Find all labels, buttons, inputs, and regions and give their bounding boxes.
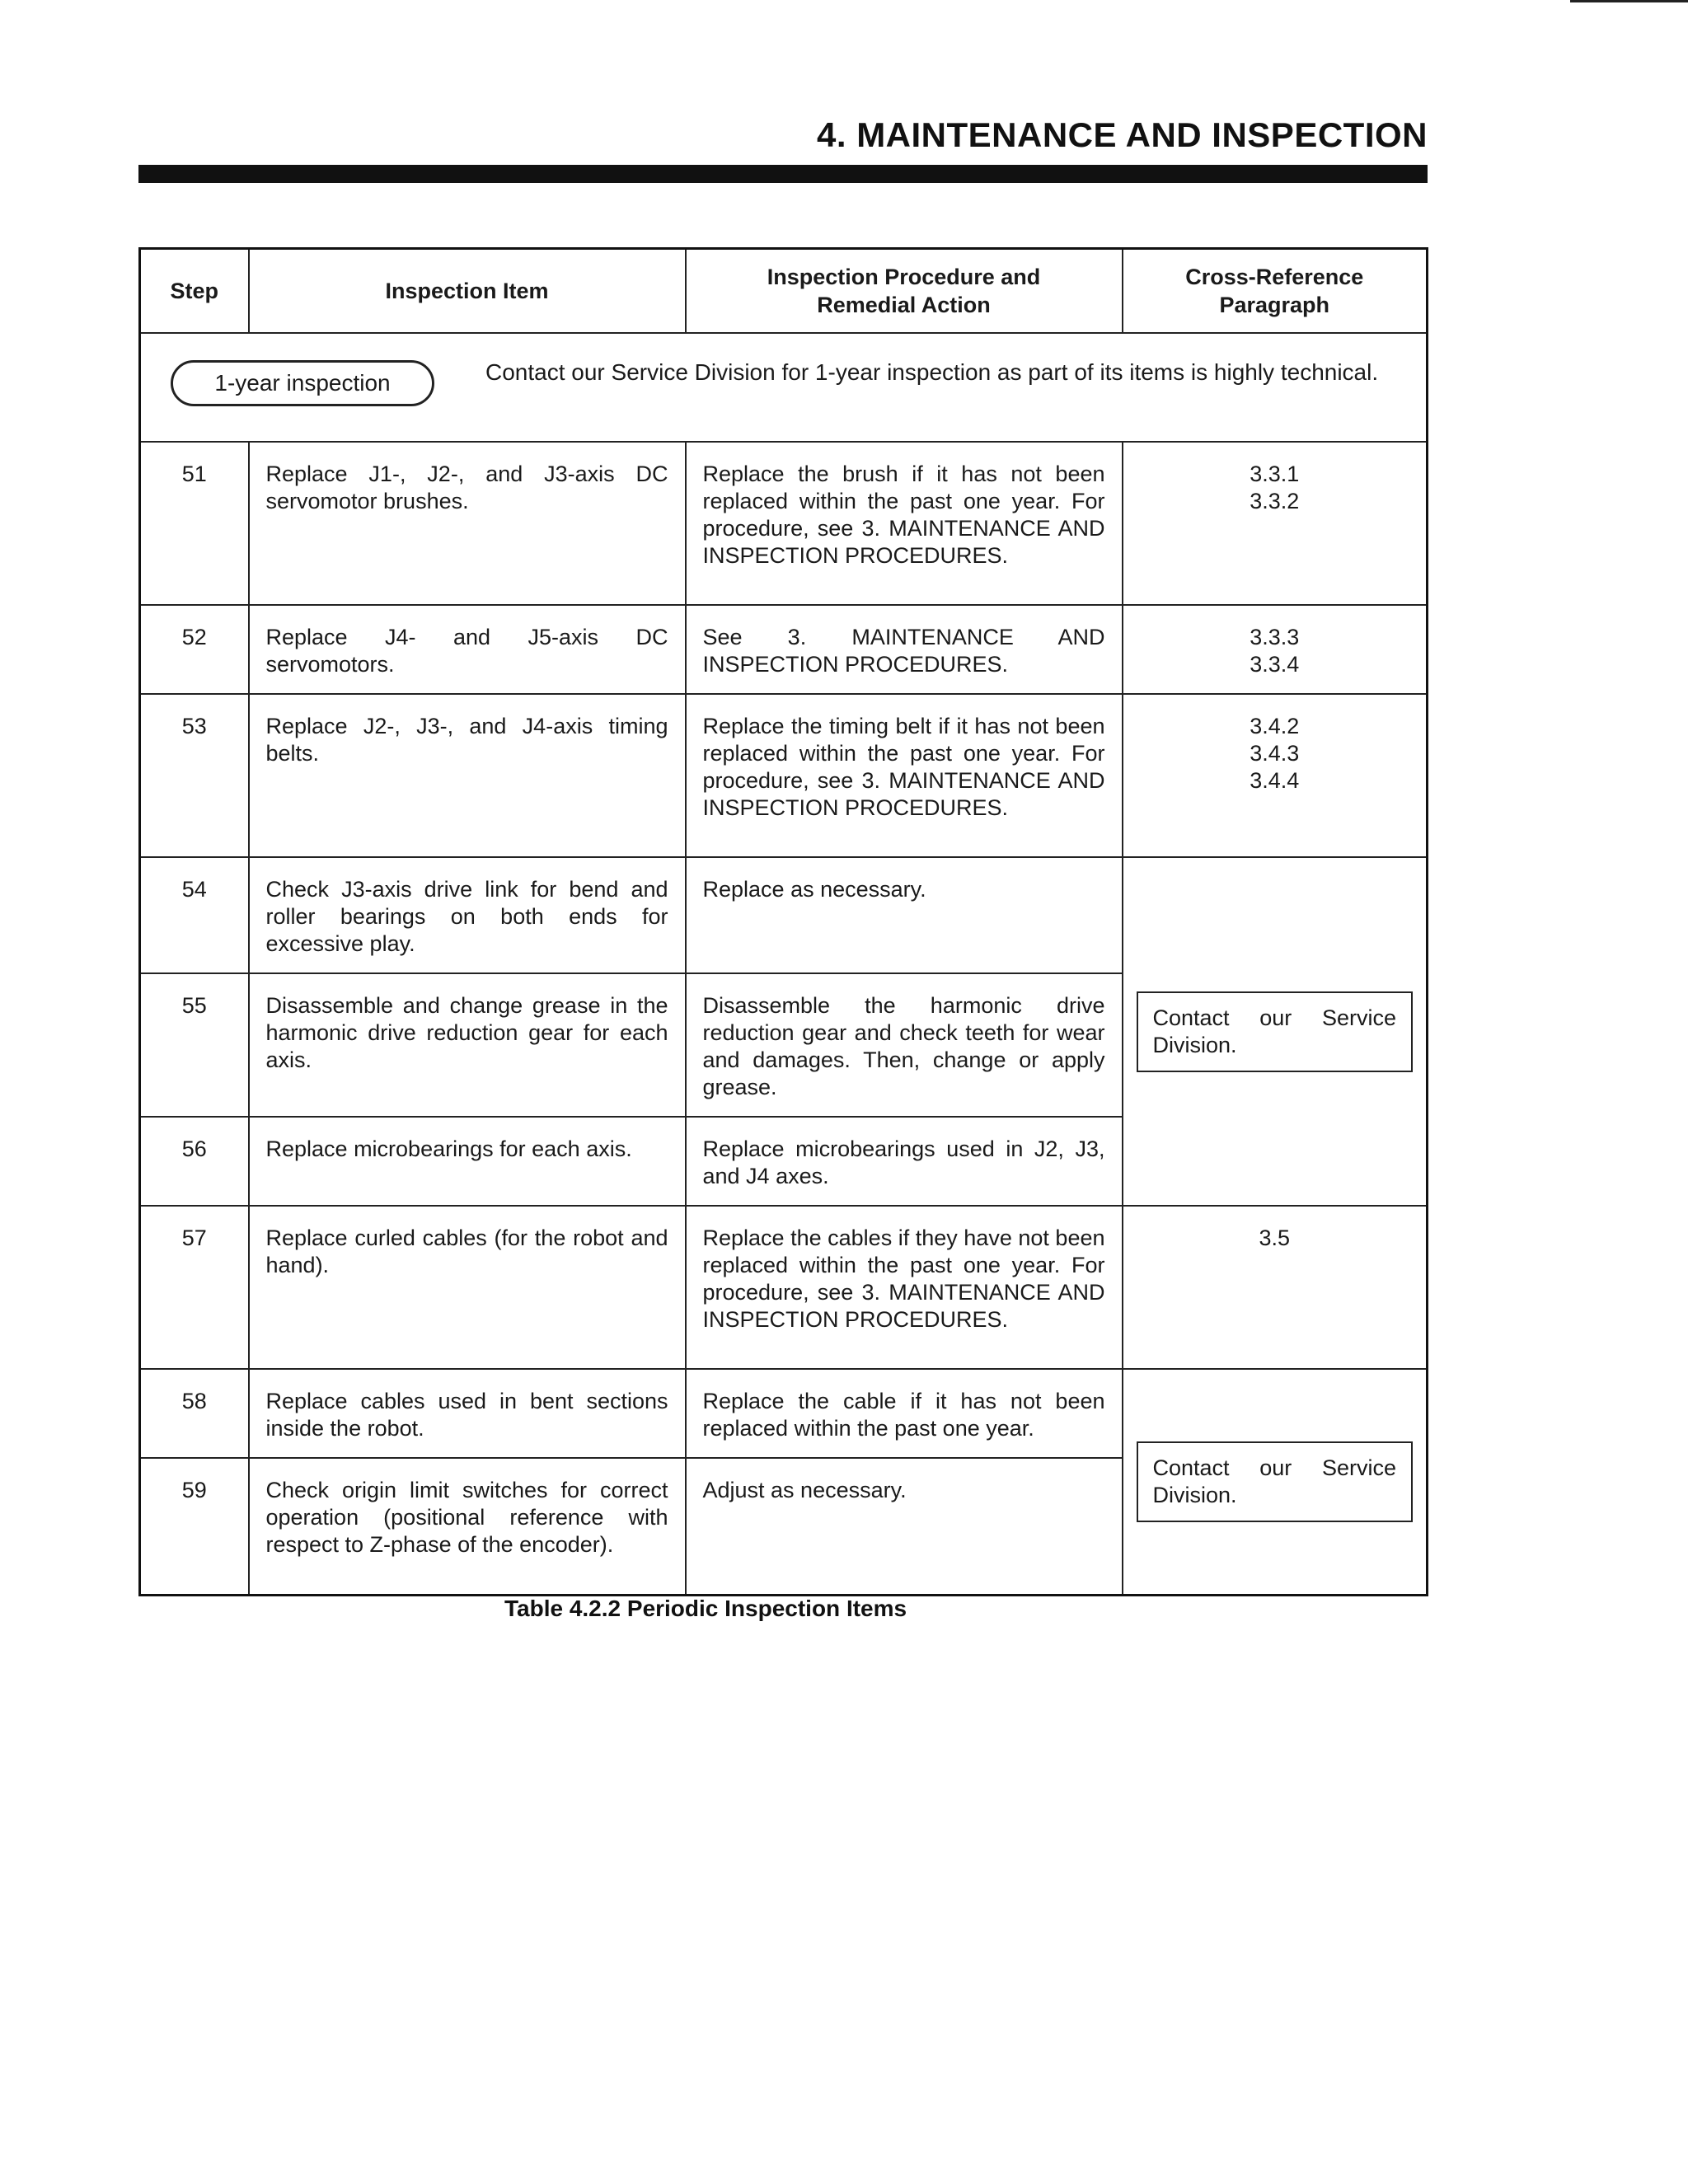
procedure-text: Replace the cables if they have not been replaced within the past one year. For procedure, see 3. MAINTENANCE AND INSPECTION PROCEDURES. xyxy=(702,1226,1105,1332)
reference-value: 3.4.3 xyxy=(1250,741,1300,766)
contact-service-box: Contact our Service Division. xyxy=(1137,1441,1414,1522)
procedure-text: Replace the timing belt if it has not been replaced within the past one year. For procedure, see 3. MAINTENANCE AND INSPECTION PROCEDURES. xyxy=(702,714,1105,820)
reference-value: 3.3.1 xyxy=(1250,462,1300,486)
reference-value: 3.3.3 xyxy=(1250,625,1300,649)
table-row xyxy=(140,694,1428,857)
inspection-item: Check origin limit switches for correct operation (positional reference with respect to Z-phase of the encoder). xyxy=(265,1478,668,1557)
reference-value: 3.3.4 xyxy=(1250,652,1300,677)
inspection-item: Check J3-axis drive link for bend and roller bearings on both ends for excessive play. xyxy=(265,877,668,956)
step-number: 52 xyxy=(140,605,249,694)
table-row xyxy=(140,442,1428,605)
step-number: 53 xyxy=(140,694,249,857)
one-year-inspection-badge: 1-year inspection xyxy=(171,360,434,406)
section-title: 4. MAINTENANCE AND INSPECTION xyxy=(817,115,1428,154)
column-header-step: Step xyxy=(140,249,249,334)
table-row xyxy=(140,857,1428,973)
procedure-text: Replace the cable if it has not been replaced within the past one year. xyxy=(702,1389,1105,1441)
page-corner-mark xyxy=(1570,0,1688,2)
inspection-item: Replace J1-, J2-, and J3-axis DC servomotor brushes. xyxy=(265,462,668,513)
inspection-item: Replace microbearings for each axis. xyxy=(265,1137,632,1161)
reference-value: 3.4.4 xyxy=(1250,768,1300,793)
cross-reference xyxy=(1123,442,1428,605)
table-row xyxy=(140,1206,1428,1369)
step-number: 57 xyxy=(140,1206,249,1369)
step-number: 54 xyxy=(140,857,249,973)
one-year-note-row xyxy=(140,333,1428,442)
step-number: 51 xyxy=(140,442,249,605)
column-header-item: Inspection Item xyxy=(249,249,686,334)
reference-value: 3.4.2 xyxy=(1250,714,1300,738)
column-header-reference: Cross-Reference Paragraph xyxy=(1123,249,1428,334)
inspection-item: Replace curled cables (for the robot and hand). xyxy=(265,1226,668,1277)
procedure-text: See 3. MAINTENANCE AND INSPECTION PROCEDURES. xyxy=(702,625,1105,677)
step-number: 58 xyxy=(140,1369,249,1458)
one-year-note-text: Contact our Service Division for 1-year inspection as part of its items is highly technical. xyxy=(485,359,1379,385)
step-number: 59 xyxy=(140,1458,249,1595)
step-number: 56 xyxy=(140,1117,249,1206)
procedure-text: Replace as necessary. xyxy=(702,877,926,902)
cross-reference xyxy=(1123,605,1428,694)
cross-reference xyxy=(1123,694,1428,857)
step-number: 55 xyxy=(140,973,249,1117)
column-header-procedure: Inspection Procedure and Remedial Action xyxy=(686,249,1123,334)
cross-reference xyxy=(1123,1206,1428,1369)
procedure-text: Disassemble the harmonic drive reduction gear and check teeth for wear and damages. Then, change or apply grease. xyxy=(702,993,1105,1099)
inspection-item: Replace J4- and J5-axis DC servomotors. xyxy=(265,625,668,677)
periodic-inspection-table xyxy=(138,247,1428,1596)
table-row xyxy=(140,605,1428,694)
inspection-item: Replace cables used in bent sections inside the robot. xyxy=(265,1389,668,1441)
table-header-row xyxy=(140,249,1428,334)
table-caption: Table 4.2.2 Periodic Inspection Items xyxy=(504,1596,907,1621)
inspection-item: Disassemble and change grease in the harmonic drive reduction gear for each axis. xyxy=(265,993,668,1072)
cross-reference xyxy=(1123,1369,1428,1595)
procedure-text: Adjust as necessary. xyxy=(702,1478,907,1502)
procedure-text: Replace microbearings used in J2, J3, and J4 axes. xyxy=(702,1137,1105,1188)
cross-reference xyxy=(1123,857,1428,1206)
procedure-text: Replace the brush if it has not been replaced within the past one year. For procedure, see 3. MAINTENANCE AND INSPECTION PROCEDURES. xyxy=(702,462,1105,568)
contact-service-box: Contact our Service Division. xyxy=(1137,991,1414,1072)
reference-value: 3.3.2 xyxy=(1250,489,1300,513)
inspection-item: Replace J2-, J3-, and J4-axis timing belts. xyxy=(265,714,668,766)
table-row xyxy=(140,1369,1428,1458)
reference-value: 3.5 xyxy=(1259,1226,1291,1250)
header-rule xyxy=(138,165,1428,183)
